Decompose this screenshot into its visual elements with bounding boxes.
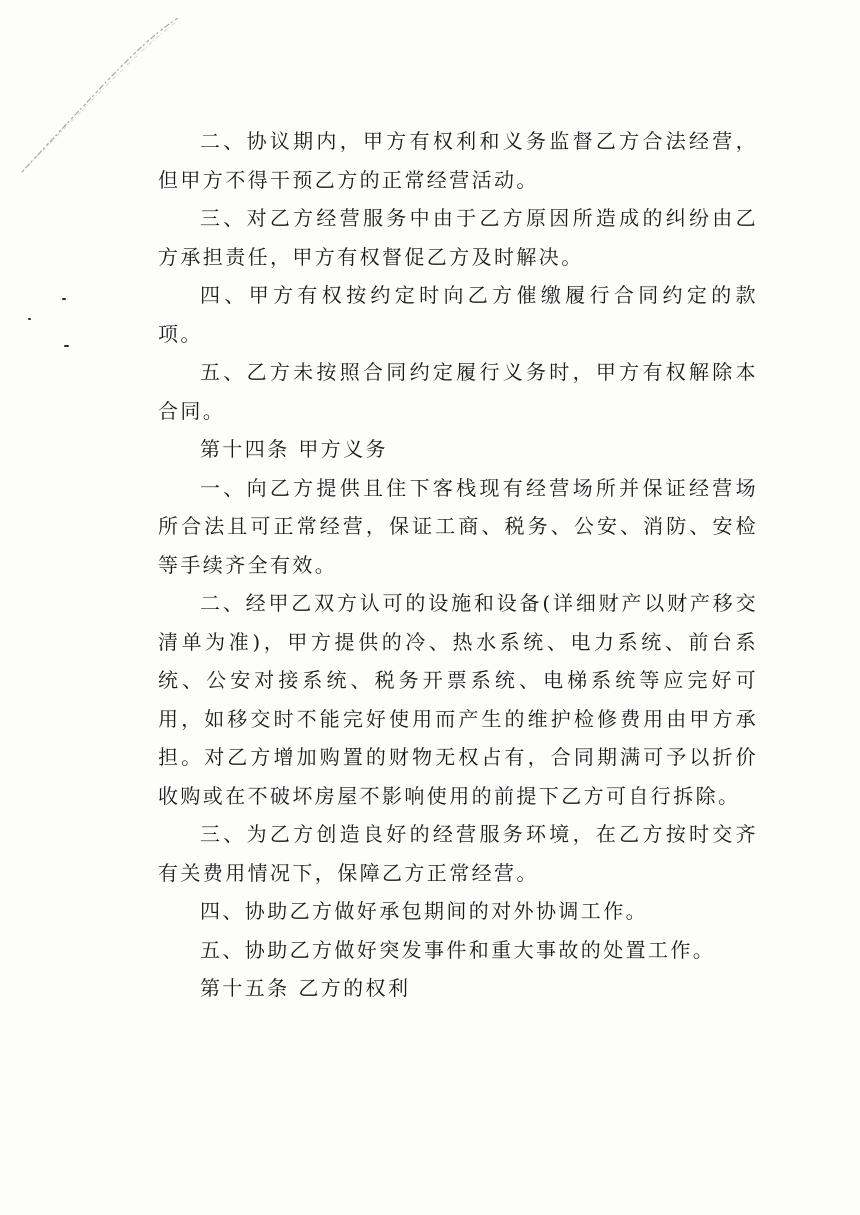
paragraph: 五、乙方未按照合同约定履行义务时，甲方有权解除本合同。 — [158, 360, 758, 423]
paragraph: 四、协助乙方做好承包期间的对外协调工作。 — [200, 899, 648, 923]
margin-speck — [28, 318, 31, 320]
section-heading: 第十五条 乙方的权利 — [200, 976, 411, 1000]
paragraph: 一、向乙方提供且住下客栈现有经营场所并保证经营场所合法且可正常经营，保证工商、税务、公安、消防、安检等手续齐全有效。 — [158, 475, 758, 577]
document-body — [158, 122, 758, 1008]
paragraph: 二、协议期内，甲方有权利和义务监督乙方合法经营，但甲方不得干预乙方的正常经营活动。 — [158, 129, 758, 192]
margin-speck — [64, 345, 69, 347]
section-heading: 第十四条 甲方义务 — [200, 437, 388, 461]
paragraph: 三、为乙方创造良好的经营服务环境，在乙方按时交齐有关费用情况下，保障乙方正常经营。 — [158, 822, 758, 885]
paragraph: 二、经甲乙双方认可的设施和设备(详细财产以财产移交清单为准)，甲方提供的冷、热水系统、电力系统、前台系统、公安对接系统、税务开票系统、电梯系统等应完好可用，如移交时不能完好使用而产生的维护检修费用由甲方承担。对乙方增加购置的财物无权占有，合同期满可予以折价收购或在不破坏房屋不影响使用的前提下乙方可自行拆除。 — [158, 591, 758, 808]
margin-speck — [62, 298, 66, 300]
paragraph: 四、甲方有权按约定时向乙方催缴履行合同约定的款项。 — [158, 283, 758, 346]
paragraph: 五、协助乙方做好突发事件和重大事故的处置工作。 — [200, 937, 716, 962]
paragraph: 三、对乙方经营服务中由于乙方原因所造成的纠纷由乙方承担责任，甲方有权督促乙方及时解决。 — [158, 206, 758, 269]
